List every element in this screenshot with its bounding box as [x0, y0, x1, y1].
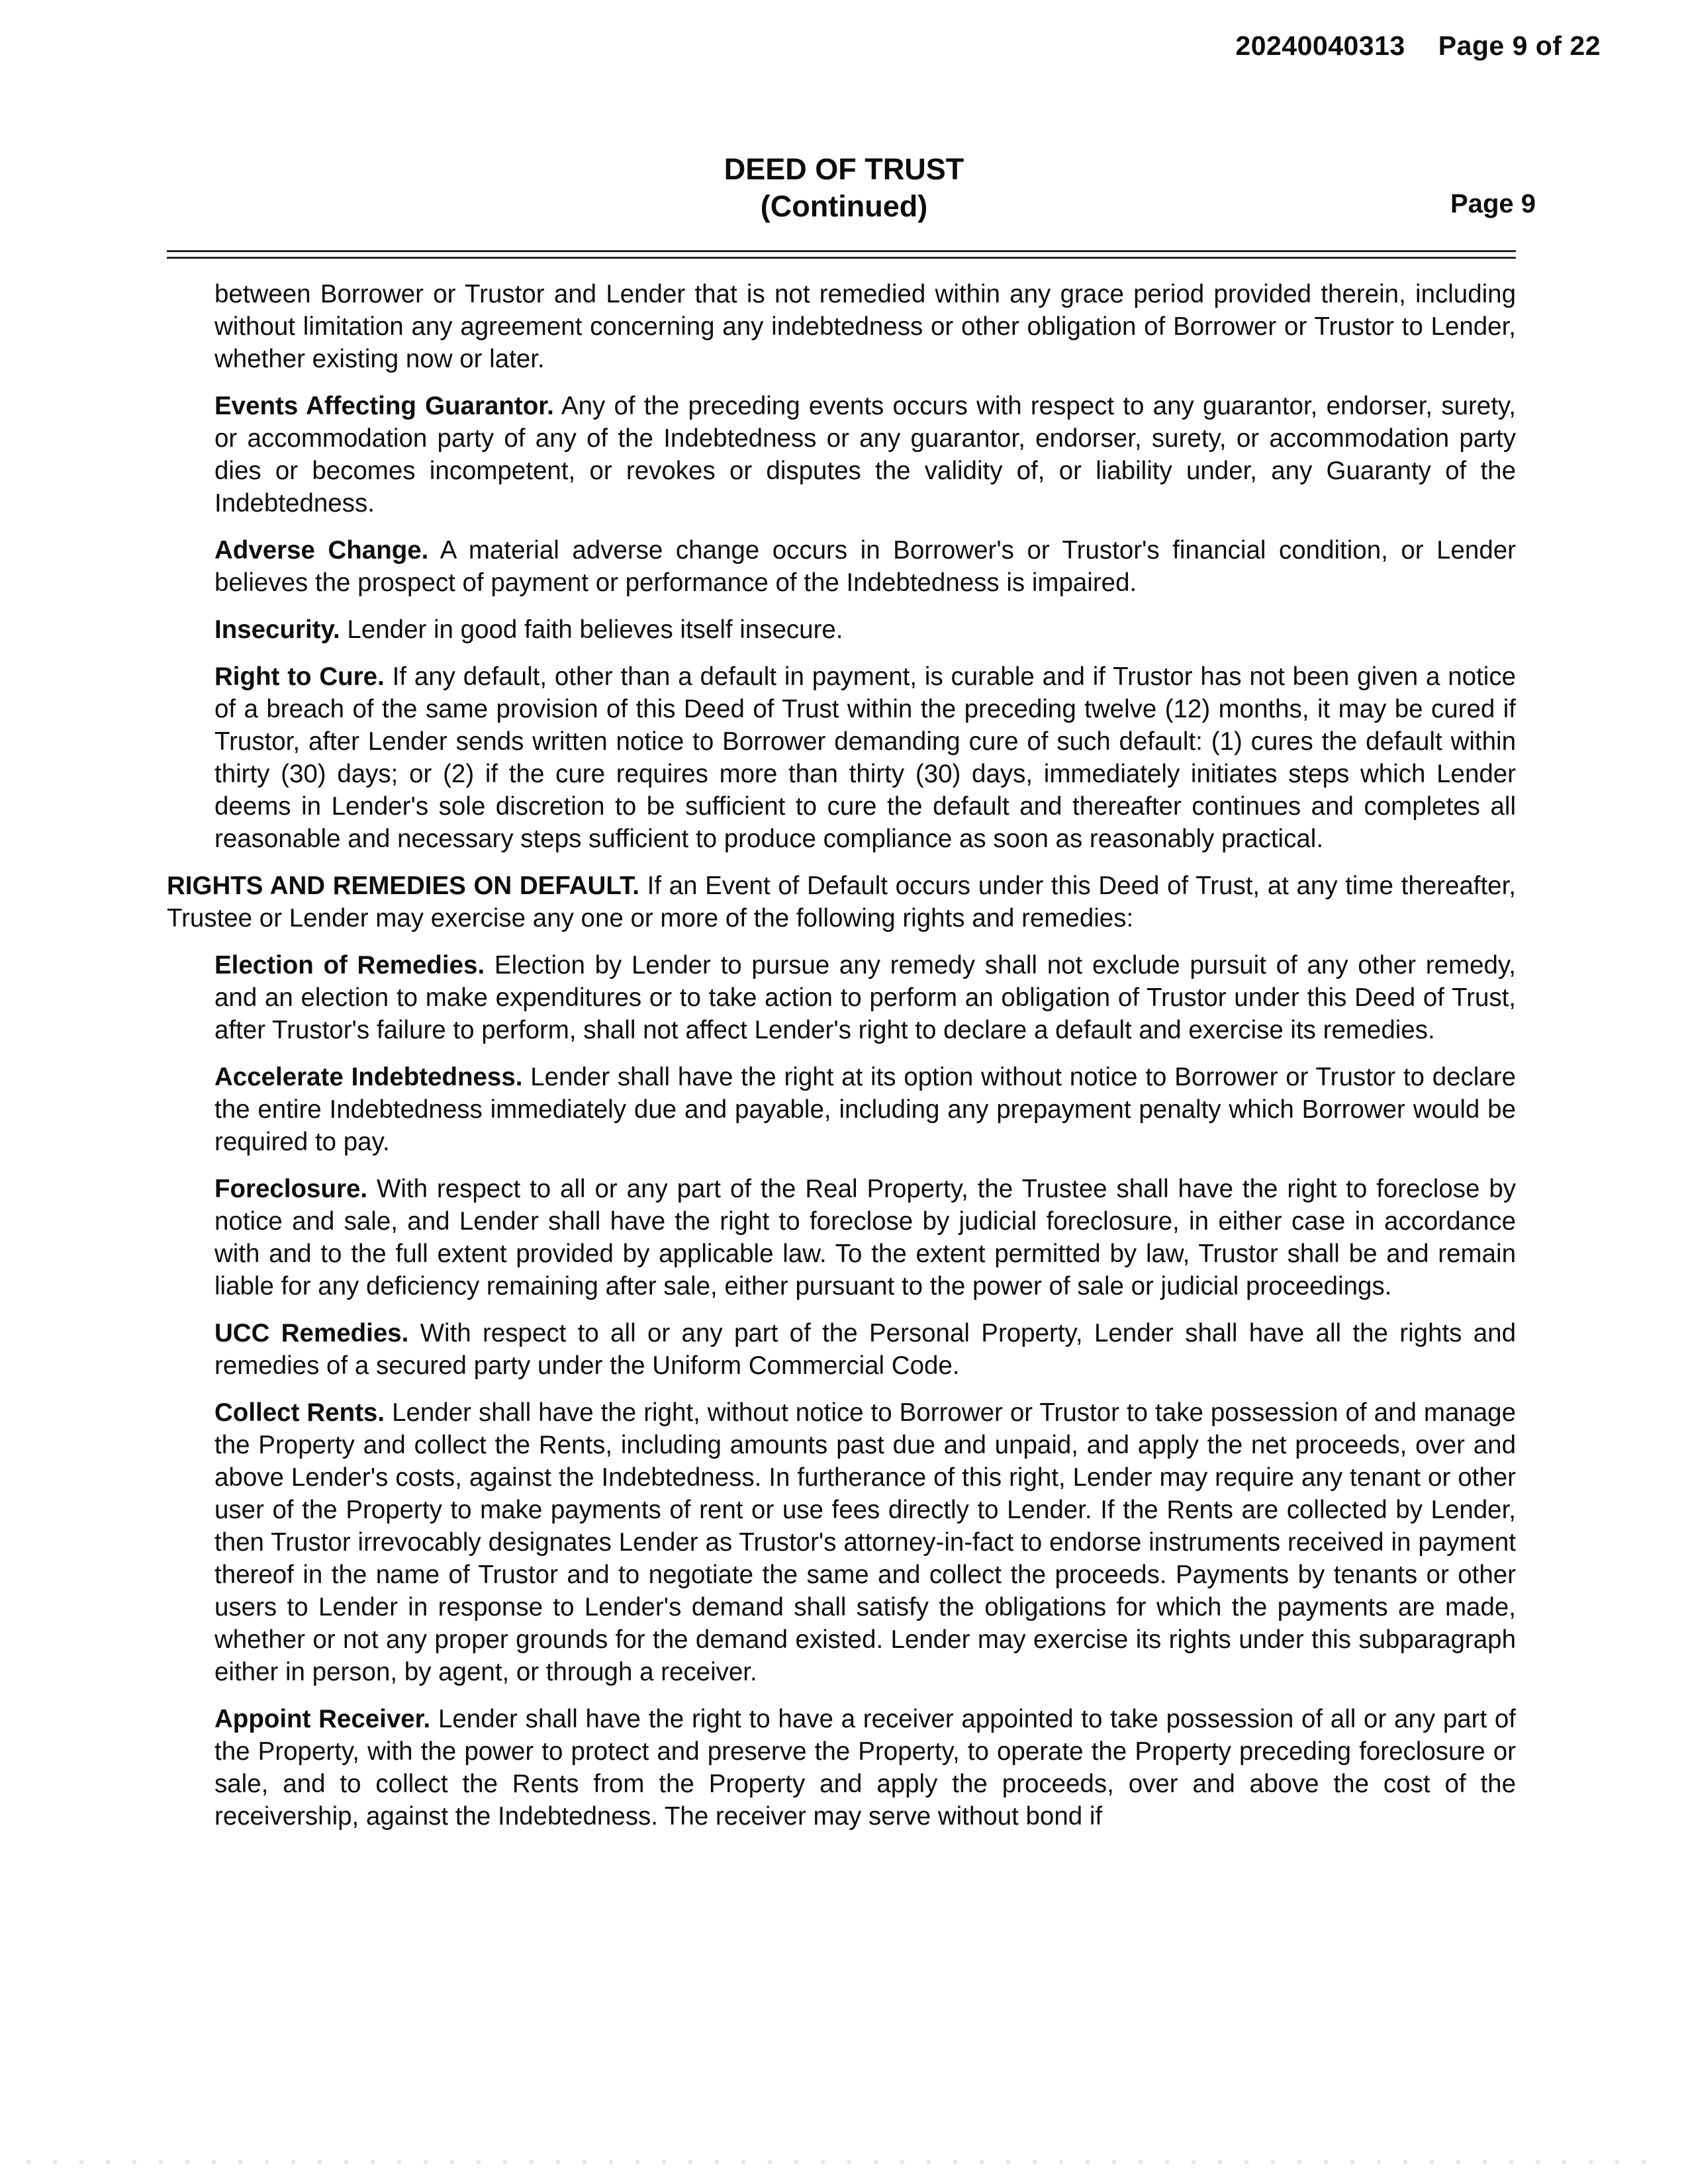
paragraph-continued: between Borrower or Trustor and Lender that is not remedied within any grace period provided therein, including without limitation any agreement concerning any indebtedness or other obligation of Borrower or Trustor to Lender, whether existing now or later.: [214, 280, 1516, 373]
paragraph-heading: Events Affecting Guarantor.: [214, 392, 554, 420]
paragraph-events-affecting-guarantor: [167, 390, 1516, 520]
paragraph-text: With respect to all or any part of the Personal Property, Lender shall have all the rights and remedies of a secured party under the Uniform Commercial Code.: [214, 1319, 1517, 1380]
paragraph-election-of-remedies: [167, 949, 1516, 1046]
paragraph-text: With respect to all or any part of the Real Property, the Trustee shall have the right to foreclose by notice and sale, and Lender shall have the right to foreclose by judicial foreclosure, in either case in accordance with and to the full extent provided by applicable law. To the extent permitted by law, Trustor shall be and remain liable for any deficiency remaining after sale, either pursuant to the power of sale or judicial proceedings.: [214, 1175, 1516, 1300]
paragraph-insecurity: [167, 614, 1516, 646]
paragraph-text: Lender shall have the right at its option without notice to Borrower or Trustor to declare the entire Indebtedness immediately due and payable, including any prepayment penalty which Borrower would be required to pay.: [214, 1063, 1516, 1156]
paragraph-accelerate-indebtedness: [167, 1061, 1516, 1158]
paragraph-heading: Adverse Change.: [214, 536, 429, 565]
paragraph-text: If any default, other than a default in payment, is curable and if Trustor has not been given a notice of a breach of the same provision of this Deed of Trust within the preceding twelve (12) months, it may be cured if Trustor, after Lender sends written notice to Borrower demanding cure of such default: (1) cures the default within thirty (30) days; or (2) if the cure requires more than thirty (30) days, immediately initiates steps which Lender deems in Lender's sole discretion to be sufficient to cure the default and thereafter continues and completes all reasonable and necessary steps sufficient to produce compliance as soon as reasonably practical.: [214, 662, 1517, 853]
page-label: Page 9: [1450, 189, 1536, 218]
paragraph-heading: Right to Cure.: [214, 662, 385, 691]
paragraph-text: A material adverse change occurs in Borrower's or Trustor's financial condition, or Lender believes the prospect of payment or performance of the Indebtedness is impaired.: [214, 536, 1516, 597]
paragraph-heading: Insecurity.: [214, 615, 340, 644]
paragraph-text: Lender shall have the right to have a receiver appointed to take possession of all or any part of the Property, with the power to protect and preserve the Property, to operate the Property preceding foreclosure or sale, and to collect the Rents from the Property and apply the proceeds, over and above the cost of the receivership, against the Indebtedness. The receiver may serve without bond if: [214, 1705, 1516, 1831]
title-line: DEED OF TRUST: [724, 152, 964, 186]
paragraph-heading: UCC Remedies.: [214, 1319, 409, 1347]
paragraph-heading: Election of Remedies.: [214, 951, 485, 979]
paragraph-adverse-change: [167, 534, 1516, 599]
paragraph-text: Lender shall have the right, without notice to Borrower or Trustor to take possession of and manage the Property and collect the Rents, including amounts past due and unpaid, and apply the net proceeds, over and above Lender's costs, against the Indebtedness. In furtherance of this right, Lender may require any tenant or other user of the Property to make payments of rent or use fees directly to Lender. If the Rents are collected by Lender, then Trustor irrevocably designates Lender as Trustor's attorney-in-fact to endorse instruments received in payment thereof in the name of Trustor and to negotiate the same and collect the proceeds. Payments by tenants or other users to Lender in response to Lender's demand shall satisfy the obligations for which the payments are made, whether or not any proper grounds for the demand existed. Lender may exercise its rights under this subparagraph either in person, by agent, or through a receiver.: [214, 1398, 1517, 1686]
paragraph-ucc-remedies: [167, 1317, 1516, 1382]
paragraph-text: Lender in good faith believes itself insecure.: [340, 615, 843, 644]
title-subline: (Continued): [760, 189, 928, 223]
paragraph-heading: Collect Rents.: [214, 1398, 385, 1427]
paragraph-text: Any of the preceding events occurs with respect to any guarantor, endorser, surety, or accommodation party of any of the Indebtedness or any guarantor, endorser, surety, or accommodation party dies or becomes incompetent, or revokes or disputes the validity of, or liability under, any Guaranty of the Indebtedness.: [214, 392, 1516, 518]
paragraph-heading: Appoint Receiver.: [214, 1705, 431, 1733]
paragraph-right-to-cure: [167, 660, 1516, 855]
document-number: 20240040313: [1235, 30, 1405, 61]
header-rule-top: [167, 250, 1516, 252]
section-rights-and-remedies: [167, 870, 1516, 934]
paragraph-heading: Accelerate Indebtedness.: [214, 1063, 523, 1091]
scan-noise: [26, 2160, 1662, 2164]
paragraph-heading: Foreclosure.: [214, 1175, 368, 1203]
document-body: [167, 278, 1516, 1847]
paragraph-collect-rents: [167, 1396, 1516, 1688]
header-rule-bottom: [167, 257, 1516, 259]
recording-header: [1235, 30, 1601, 62]
paragraph-text: Election by Lender to pursue any remedy shall not exclude pursuit of any other remedy, and an election to make expenditures or to take action to perform an obligation of Trustor under this Deed of Trust, after Trustor's failure to perform, shall not affect Lender's right to declare a default and exercise its remedies.: [214, 951, 1516, 1044]
section-heading: RIGHTS AND REMEDIES ON DEFAULT.: [167, 872, 639, 900]
paragraph-appoint-receiver: [167, 1703, 1516, 1833]
section-text: If an Event of Default occurs under this Deed of Trust, at any time thereafter, Trustee or Lender may exercise any one or more of the following rights and remedies:: [167, 872, 1516, 933]
paragraph-foreclosure: [167, 1173, 1516, 1302]
page-count: Page 9 of 22: [1438, 30, 1601, 61]
document-title: [0, 151, 1688, 225]
